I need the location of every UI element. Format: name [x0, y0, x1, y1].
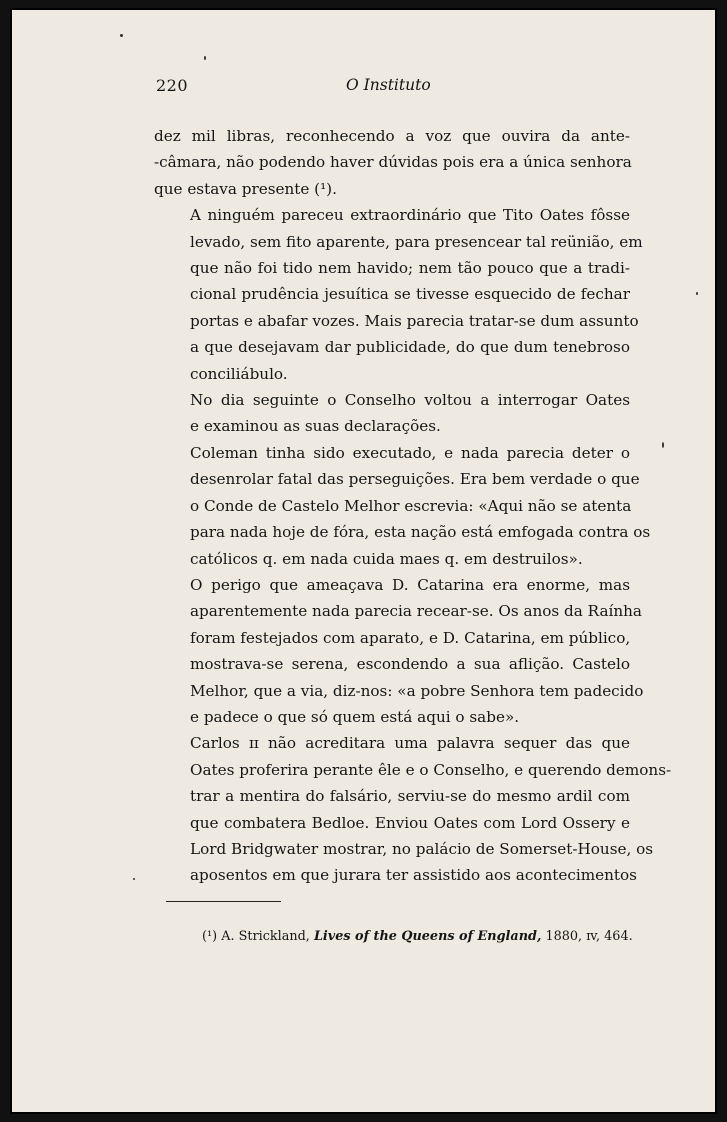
text-line: trar a mentira do falsário, serviu-se do mesmo ardil com — [190, 787, 630, 806]
paragraph — [154, 202, 643, 387]
footnote-work-title: Lives of the Queens of England, — [313, 929, 542, 944]
text-line: que estava presente (¹). — [154, 179, 337, 198]
text-line: Lord Bridgwater mostrar, no palácio de Somerset-House, os — [190, 839, 654, 858]
text-line: aparentemente nada parecia recear-se. Os anos da Raínha — [190, 602, 642, 621]
paragraph — [154, 387, 630, 440]
paragraph — [154, 440, 651, 572]
footnote-year: 1880, — [545, 929, 583, 944]
footnote-page: 464. — [604, 929, 633, 944]
footnote-marker: (¹) — [202, 929, 218, 944]
footnote-rule — [166, 901, 281, 902]
text-line: mostrava-se serena, escondendo a sua aflição. Castelo — [190, 655, 630, 674]
text-line: Carlos ɪɪ não acreditara uma palavra sequer das que — [190, 734, 630, 753]
paper-speck — [120, 34, 123, 37]
page-header — [154, 76, 630, 106]
footnote-author: A. Strickland, — [221, 929, 310, 944]
text-line: A ninguém pareceu extraordinário que Tito Oates fôsse — [190, 206, 630, 225]
text-line: conciliábulo. — [190, 364, 288, 383]
text-line: foram festejados com aparato, e D. Catarina, em público, — [190, 628, 631, 647]
text-line: Melhor, que a via, diz-nos: «a pobre Senhora tem padecido — [190, 681, 644, 700]
running-title: O Instituto — [346, 76, 431, 94]
footnote-volume: ɪv, — [586, 929, 601, 944]
text-line: católicos q. em nada cuida maes q. em destruilos». — [190, 549, 583, 568]
body-text — [154, 123, 672, 889]
paragraph — [154, 123, 630, 202]
text-line: e examinou as suas declarações. — [190, 417, 441, 436]
text-line: portas e abafar vozes. Mais parecia tratar-se dum assunto — [190, 311, 639, 330]
text-line: Oates proferira perante êle e o Conselho, e querendo demons- — [190, 760, 672, 779]
text-line: O perigo que ameaçava D. Catarina era enorme, mas — [190, 575, 630, 594]
footnote — [202, 929, 642, 944]
paper-speck — [133, 878, 135, 880]
paragraph — [154, 572, 644, 730]
paper-speck — [204, 56, 206, 60]
paragraph — [154, 730, 672, 888]
text-line: -câmara, não podendo haver dúvidas pois era a única senhora — [154, 153, 632, 172]
text-line: levado, sem fito aparente, para presencear tal reünião, em — [190, 232, 643, 251]
text-line: dez mil libras, reconhecendo a voz que ouvira da ante- — [154, 127, 630, 145]
text-line: cional prudência jesuítica se tivesse esquecido de fechar — [190, 285, 630, 304]
page-number: 220 — [156, 76, 189, 95]
text-line: a que desejavam dar publicidade, do que dum tenebroso — [190, 338, 630, 357]
text-line: e padece o que só quem está aqui o sabe». — [190, 707, 520, 726]
text-line: No dia seguinte o Conselho voltou a interrogar Oates — [190, 391, 630, 410]
text-line: desenrolar fatal das perseguições. Era bem verdade o que — [190, 470, 640, 489]
text-line: para nada hoje de fóra, esta nação está emfogada contra os — [190, 523, 651, 542]
text-line: que não foi tido nem havido; nem tão pouco que a tradi- — [190, 259, 630, 278]
text-line: Coleman tinha sido executado, e nada parecia deter o — [190, 443, 630, 462]
text-line: que combatera Bedloe. Enviou Oates com Lord Ossery e — [190, 813, 630, 832]
paper-speck — [696, 292, 698, 295]
page-content — [154, 76, 672, 889]
text-line: o Conde de Castelo Melhor escrevia: «Aqui não se atenta — [190, 496, 632, 515]
paper-speck — [662, 442, 664, 448]
text-line: aposentos em que jurara ter assistido aos acontecimentos — [190, 866, 637, 885]
